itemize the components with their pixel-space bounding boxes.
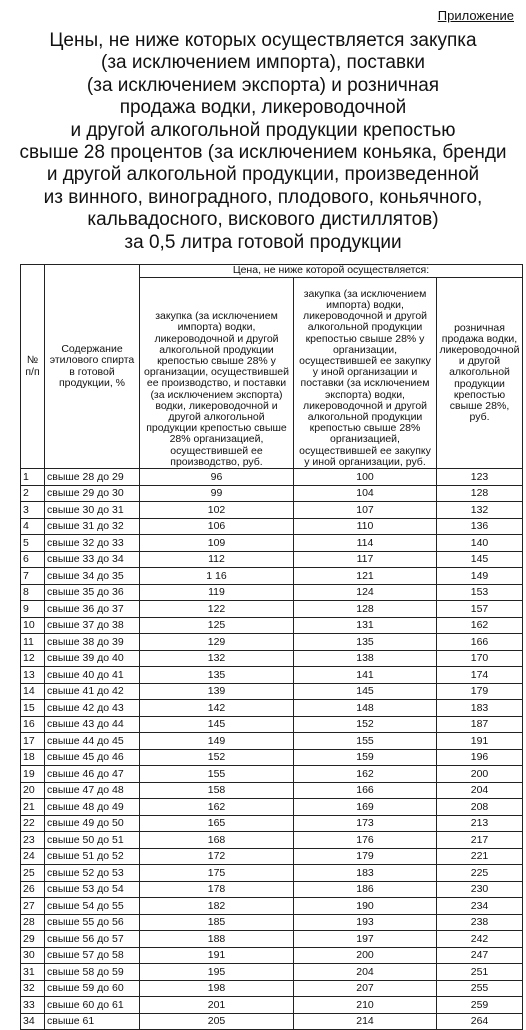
row-number: 6 (21, 551, 45, 568)
retail-price: 128 (437, 485, 523, 502)
retail-price: 247 (437, 947, 523, 964)
producer-price: 195 (140, 964, 294, 981)
retail-price: 225 (437, 865, 523, 882)
reseller-price: 186 (294, 881, 437, 898)
retail-price: 213 (437, 815, 523, 832)
retail-price: 187 (437, 716, 523, 733)
retail-price: 230 (437, 881, 523, 898)
reseller-price: 179 (294, 848, 437, 865)
alcohol-range: свыше 37 до 38 (45, 617, 140, 634)
producer-price: 106 (140, 518, 294, 535)
alcohol-range: свыше 48 до 49 (45, 799, 140, 816)
retail-price: 238 (437, 914, 523, 931)
alcohol-range: свыше 52 до 53 (45, 865, 140, 882)
appendix-label: Приложение (437, 8, 514, 23)
reseller-price: 131 (294, 617, 437, 634)
retail-price: 255 (437, 980, 523, 997)
alcohol-range: свыше 49 до 50 (45, 815, 140, 832)
table-row (21, 881, 523, 898)
producer-price: 198 (140, 980, 294, 997)
table-row (21, 799, 523, 816)
title-line: (за исключением экспорта) и розничная (86, 74, 440, 96)
row-number: 31 (21, 964, 45, 981)
table-body (21, 469, 523, 1030)
table-row (21, 898, 523, 915)
producer-price: 99 (140, 485, 294, 502)
row-number: 23 (21, 832, 45, 849)
title-line: кальвадосного, вискового дистиллятов) (87, 209, 439, 231)
alcohol-range: свыше 32 до 33 (45, 535, 140, 552)
table-row (21, 700, 523, 717)
reseller-price: 183 (294, 865, 437, 882)
alcohol-range: свыше 38 до 39 (45, 634, 140, 651)
header-number: № п/п (21, 265, 45, 469)
reseller-price: 148 (294, 700, 437, 717)
alcohol-range: свыше 40 до 41 (45, 667, 140, 684)
reseller-price: 104 (294, 485, 437, 502)
row-number: 22 (21, 815, 45, 832)
header-retail-price: розничная продажа водки, ликероводочной и другой алкогольной продукции крепостью свыше 28%, руб. (437, 278, 523, 469)
retail-price: 145 (437, 551, 523, 568)
alcohol-range: свыше 35 до 36 (45, 584, 140, 601)
producer-price: 96 (140, 469, 294, 486)
table-row (21, 848, 523, 865)
table-row (21, 601, 523, 618)
table-row (21, 535, 523, 552)
table-row (21, 931, 523, 948)
table-row (21, 980, 523, 997)
reseller-price: 190 (294, 898, 437, 915)
producer-price: 149 (140, 733, 294, 750)
row-number: 8 (21, 584, 45, 601)
row-number: 12 (21, 650, 45, 667)
row-number: 26 (21, 881, 45, 898)
producer-price: 119 (140, 584, 294, 601)
producer-price: 185 (140, 914, 294, 931)
alcohol-range: свыше 39 до 40 (45, 650, 140, 667)
table-row (21, 1013, 523, 1030)
alcohol-range: свыше 54 до 55 (45, 898, 140, 915)
table-row (21, 634, 523, 651)
producer-price: 112 (140, 551, 294, 568)
reseller-price: 117 (294, 551, 437, 568)
reseller-price: 141 (294, 667, 437, 684)
table-row (21, 733, 523, 750)
retail-price: 179 (437, 683, 523, 700)
alcohol-range: свыше 41 до 42 (45, 683, 140, 700)
table-row (21, 782, 523, 799)
retail-price: 204 (437, 782, 523, 799)
row-number: 2 (21, 485, 45, 502)
row-number: 11 (21, 634, 45, 651)
table-row (21, 716, 523, 733)
row-number: 30 (21, 947, 45, 964)
table-row (21, 766, 523, 783)
retail-price: 264 (437, 1013, 523, 1030)
title-line: за 0,5 литра готовой продукции (124, 231, 402, 253)
row-number: 16 (21, 716, 45, 733)
retail-price: 183 (437, 700, 523, 717)
alcohol-range: свыше 43 до 44 (45, 716, 140, 733)
alcohol-range: свыше 28 до 29 (45, 469, 140, 486)
table-row (21, 914, 523, 931)
row-number: 21 (21, 799, 45, 816)
producer-price: 165 (140, 815, 294, 832)
alcohol-range: свыше 47 до 48 (45, 782, 140, 799)
producer-price: 182 (140, 898, 294, 915)
row-number: 34 (21, 1013, 45, 1030)
alcohol-range: свыше 31 до 32 (45, 518, 140, 535)
table-row (21, 667, 523, 684)
reseller-price: 176 (294, 832, 437, 849)
reseller-price: 138 (294, 650, 437, 667)
producer-price: 188 (140, 931, 294, 948)
row-number: 4 (21, 518, 45, 535)
row-number: 19 (21, 766, 45, 783)
table-row (21, 568, 523, 585)
reseller-price: 152 (294, 716, 437, 733)
producer-price: 162 (140, 799, 294, 816)
header-price-group: Цена, не ниже которой осуществляется: (140, 265, 523, 278)
table-row (21, 997, 523, 1014)
table-row (21, 518, 523, 535)
alcohol-range: свыше 42 до 43 (45, 700, 140, 717)
table-row (21, 832, 523, 849)
retail-price: 208 (437, 799, 523, 816)
table-row (21, 584, 523, 601)
table-row (21, 502, 523, 519)
producer-price: 132 (140, 650, 294, 667)
producer-price: 122 (140, 601, 294, 618)
row-number: 1 (21, 469, 45, 486)
document-title (0, 30, 526, 254)
alcohol-range: свыше 59 до 60 (45, 980, 140, 997)
producer-price: 178 (140, 881, 294, 898)
reseller-price: 145 (294, 683, 437, 700)
retail-price: 191 (437, 733, 523, 750)
producer-price: 102 (140, 502, 294, 519)
table-row (21, 683, 523, 700)
alcohol-range: свыше 46 до 47 (45, 766, 140, 783)
row-number: 5 (21, 535, 45, 552)
alcohol-range: свыше 34 до 35 (45, 568, 140, 585)
table-row (21, 485, 523, 502)
producer-price: 191 (140, 947, 294, 964)
producer-price: 152 (140, 749, 294, 766)
row-number: 10 (21, 617, 45, 634)
reseller-price: 193 (294, 914, 437, 931)
title-line: (за исключением импорта), поставки (101, 52, 425, 74)
title-line: свыше 28 процентов (за исключением коньяка, бренди (19, 142, 507, 164)
producer-price: 129 (140, 634, 294, 651)
row-number: 3 (21, 502, 45, 519)
retail-price: 174 (437, 667, 523, 684)
producer-price: 172 (140, 848, 294, 865)
header-spirit-content: Содержание этилового спирта в готовой продукции, % (45, 265, 140, 469)
retail-price: 162 (437, 617, 523, 634)
producer-price: 175 (140, 865, 294, 882)
alcohol-range: свыше 53 до 54 (45, 881, 140, 898)
producer-price: 1 16 (140, 568, 294, 585)
retail-price: 153 (437, 584, 523, 601)
row-number: 17 (21, 733, 45, 750)
retail-price: 136 (437, 518, 523, 535)
retail-price: 170 (437, 650, 523, 667)
reseller-price: 121 (294, 568, 437, 585)
row-number: 24 (21, 848, 45, 865)
table-row (21, 617, 523, 634)
reseller-price: 214 (294, 1013, 437, 1030)
producer-price: 155 (140, 766, 294, 783)
price-table (20, 264, 523, 1030)
alcohol-range: свыше 58 до 59 (45, 964, 140, 981)
row-number: 7 (21, 568, 45, 585)
title-line: Цены, не ниже которых осуществляется закупка (49, 30, 477, 51)
title-line: из винного, виноградного, плодового, коньячного, (43, 186, 483, 208)
reseller-price: 166 (294, 782, 437, 799)
table-row (21, 749, 523, 766)
row-number: 25 (21, 865, 45, 882)
producer-price: 139 (140, 683, 294, 700)
row-number: 9 (21, 601, 45, 618)
table-row (21, 865, 523, 882)
reseller-price: 100 (294, 469, 437, 486)
producer-price: 145 (140, 716, 294, 733)
retail-price: 123 (437, 469, 523, 486)
row-number: 29 (21, 931, 45, 948)
header-reseller-price: закупка (за исключением импорта) водки, ликероводочной и другой алкогольной продукции крепостью свыше 28% у организации, осуществившей ее закупку у иной организации и поставки (за исключением экспорта) водки, ликероводочной и другой алкогольной продукции крепостью свыше 28% организацией, осуществившей ее закупку у иной организации, руб. (294, 278, 437, 469)
table-row (21, 469, 523, 486)
reseller-price: 124 (294, 584, 437, 601)
retail-price: 259 (437, 997, 523, 1014)
table-row (21, 551, 523, 568)
producer-price: 158 (140, 782, 294, 799)
row-number: 27 (21, 898, 45, 915)
reseller-price: 128 (294, 601, 437, 618)
retail-price: 132 (437, 502, 523, 519)
reseller-price: 173 (294, 815, 437, 832)
alcohol-range: свыше 60 до 61 (45, 997, 140, 1014)
retail-price: 251 (437, 964, 523, 981)
row-number: 18 (21, 749, 45, 766)
reseller-price: 159 (294, 749, 437, 766)
producer-price: 125 (140, 617, 294, 634)
producer-price: 201 (140, 997, 294, 1014)
row-number: 32 (21, 980, 45, 997)
title-line: продажа водки, ликероводочной (119, 97, 407, 119)
row-number: 15 (21, 700, 45, 717)
retail-price: 140 (437, 535, 523, 552)
retail-price: 200 (437, 766, 523, 783)
title-line: и другой алкогольной продукции крепостью (70, 119, 456, 141)
retail-price: 217 (437, 832, 523, 849)
table-row (21, 650, 523, 667)
reseller-price: 107 (294, 502, 437, 519)
reseller-price: 207 (294, 980, 437, 997)
reseller-price: 169 (294, 799, 437, 816)
row-number: 20 (21, 782, 45, 799)
alcohol-range: свыше 55 до 56 (45, 914, 140, 931)
table-row (21, 947, 523, 964)
retail-price: 221 (437, 848, 523, 865)
alcohol-range: свыше 61 (45, 1013, 140, 1030)
reseller-price: 200 (294, 947, 437, 964)
alcohol-range: свыше 57 до 58 (45, 947, 140, 964)
alcohol-range: свыше 56 до 57 (45, 931, 140, 948)
producer-price: 109 (140, 535, 294, 552)
title-line: и другой алкогольной продукции, произведенной (46, 164, 480, 186)
producer-price: 135 (140, 667, 294, 684)
alcohol-range: свыше 29 до 30 (45, 485, 140, 502)
producer-price: 142 (140, 700, 294, 717)
producer-price: 205 (140, 1013, 294, 1030)
reseller-price: 110 (294, 518, 437, 535)
reseller-price: 197 (294, 931, 437, 948)
reseller-price: 204 (294, 964, 437, 981)
row-number: 14 (21, 683, 45, 700)
alcohol-range: свыше 50 до 51 (45, 832, 140, 849)
reseller-price: 114 (294, 535, 437, 552)
alcohol-range: свыше 30 до 31 (45, 502, 140, 519)
table-row (21, 964, 523, 981)
reseller-price: 162 (294, 766, 437, 783)
row-number: 13 (21, 667, 45, 684)
reseller-price: 135 (294, 634, 437, 651)
reseller-price: 155 (294, 733, 437, 750)
alcohol-range: свыше 51 до 52 (45, 848, 140, 865)
header-producer-price: закупка (за исключением импорта) водки, ликероводочной и другой алкогольной продукции крепостью свыше 28% у организации, осуществившей ее производство, и поставки (за исключением экспорта) водки, ликероводочной и другой алкогольной продукции крепостью свыше 28% организацией, осуществившей ее производство, руб. (140, 278, 294, 469)
producer-price: 168 (140, 832, 294, 849)
retail-price: 234 (437, 898, 523, 915)
row-number: 28 (21, 914, 45, 931)
alcohol-range: свыше 44 до 45 (45, 733, 140, 750)
reseller-price: 210 (294, 997, 437, 1014)
alcohol-range: свыше 36 до 37 (45, 601, 140, 618)
table-row (21, 815, 523, 832)
retail-price: 157 (437, 601, 523, 618)
retail-price: 149 (437, 568, 523, 585)
row-number: 33 (21, 997, 45, 1014)
alcohol-range: свыше 33 до 34 (45, 551, 140, 568)
alcohol-range: свыше 45 до 46 (45, 749, 140, 766)
retail-price: 196 (437, 749, 523, 766)
retail-price: 166 (437, 634, 523, 651)
retail-price: 242 (437, 931, 523, 948)
